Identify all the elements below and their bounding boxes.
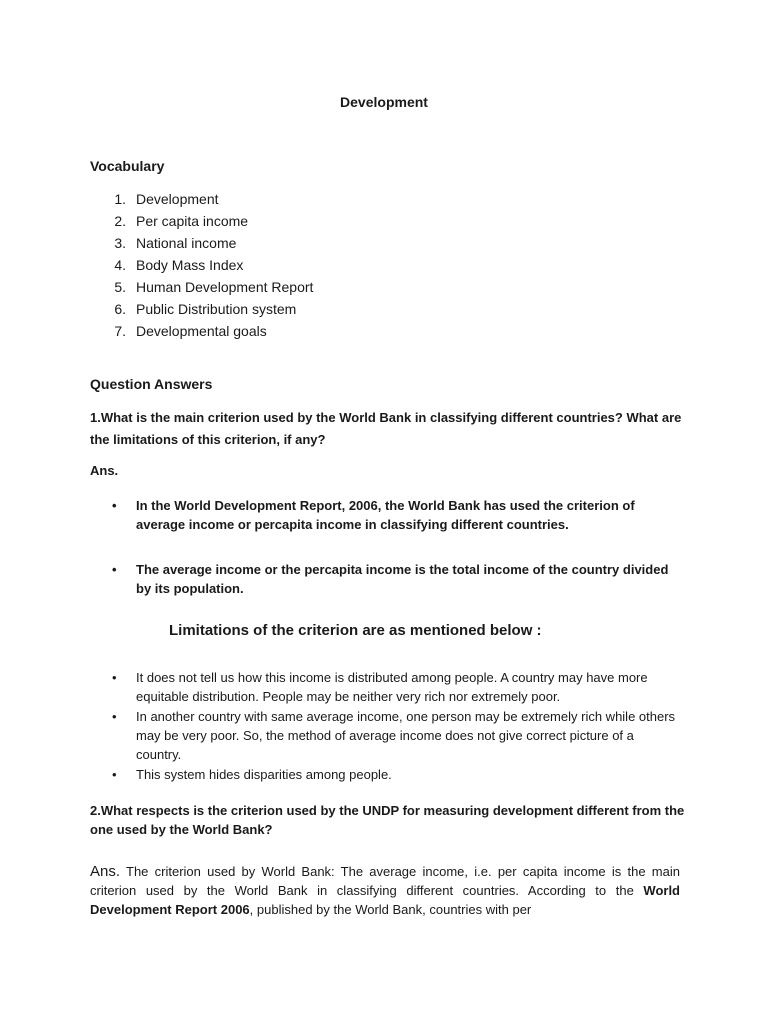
- bullet-glyph: •: [112, 767, 117, 782]
- bullet-text: It does not tell us how this income is distributed among people. A country may have more equitable distribution. People may be neither very rich nor extremely poor.: [136, 670, 648, 704]
- bullet-text: This system hides disparities among people.: [136, 767, 392, 782]
- list-item: [90, 210, 313, 232]
- list-text: Public Distribution system: [136, 301, 297, 317]
- question-1: 1.What is the main criterion used by the World Bank in classifying different countries? What are the limitations of this criterion, if any?: [90, 410, 682, 447]
- page-title: Development: [340, 94, 428, 110]
- bullet-text: The average income or the percapita income is the total income of the country divided by its population.: [136, 562, 669, 596]
- list-text: Body Mass Index: [136, 257, 244, 273]
- list-text: Per capita income: [136, 213, 249, 229]
- limitation-bullet: [112, 707, 682, 764]
- list-number: 7.: [114, 323, 126, 339]
- list-text: Human Development Report: [136, 279, 314, 295]
- list-item: [90, 320, 313, 342]
- list-number: 1.: [114, 191, 126, 207]
- qa-heading: Question Answers: [90, 376, 213, 392]
- bullet-text: In the World Development Report, 2006, the World Bank has used the criterion of average income or percapita income in classifying different countries.: [136, 498, 635, 532]
- bullet-glyph: •: [112, 498, 117, 513]
- list-text: National income: [136, 235, 237, 251]
- bullet-glyph: •: [112, 670, 117, 685]
- bullet-glyph: •: [112, 709, 117, 724]
- list-number: 2.: [114, 213, 126, 229]
- list-item: [90, 298, 313, 320]
- list-text: Development: [136, 191, 219, 207]
- limitation-bullet: [112, 668, 682, 706]
- list-number: 6.: [114, 301, 126, 317]
- answer-bullet: [112, 560, 682, 598]
- answer-bold-text: World Development Report 2006: [90, 883, 680, 917]
- limitation-bullet: [112, 765, 682, 784]
- answer-paragraph-2: [90, 862, 680, 919]
- list-item: [90, 254, 313, 276]
- question-2: 2.What respects is the criterion used by the UNDP for measuring development different from the one used by the World Bank?: [90, 803, 685, 837]
- list-item: [90, 188, 313, 210]
- bullet-glyph: •: [112, 562, 117, 577]
- list-item: [90, 276, 313, 298]
- answer-bullet: [112, 496, 682, 534]
- list-number: 4.: [114, 257, 126, 273]
- answer-text-cont: , published by the World Bank, countries with per: [249, 902, 532, 917]
- limitations-heading: Limitations of the criterion are as mentioned below :: [169, 622, 542, 639]
- vocabulary-list: [90, 188, 313, 342]
- list-item: [90, 232, 313, 254]
- list-number: 3.: [114, 235, 126, 251]
- vocabulary-heading: Vocabulary: [90, 158, 165, 174]
- list-number: 5.: [114, 279, 126, 295]
- answer-label-2: Ans.: [90, 863, 121, 880]
- list-text: Developmental goals: [136, 323, 267, 339]
- bullet-text: In another country with same average income, one person may be extremely rich while others may be very poor. So, the method of average income does not give correct picture of a country.: [136, 709, 676, 762]
- answer-label-1: Ans.: [90, 463, 119, 478]
- answer-text: The criterion used by World Bank: The average income, i.e. per capita income is the main criterion used by the World Bank in classifying different countries. According to the: [90, 864, 680, 898]
